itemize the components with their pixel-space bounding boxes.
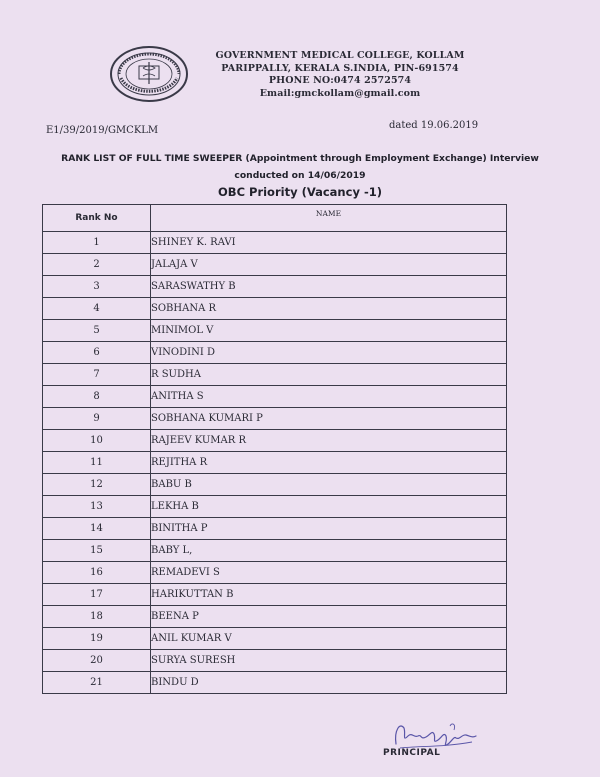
candidate-name-cell: BABY L, <box>151 540 507 562</box>
rank-number-cell: 4 <box>43 298 151 320</box>
category-subtitle: OBC Priority (Vacancy -1) <box>218 185 382 199</box>
institution-email: Email:gmckollam@gmail.com <box>259 87 421 99</box>
table-header-row <box>43 205 507 232</box>
table-row <box>43 276 507 298</box>
rank-number-cell: 11 <box>43 452 151 474</box>
table-row <box>43 628 507 650</box>
rank-number-cell: 18 <box>43 606 151 628</box>
candidate-name-cell: ANITHA S <box>151 386 507 408</box>
rank-number-cell: 13 <box>43 496 151 518</box>
candidate-name-cell: BINDU D <box>151 672 507 694</box>
rank-number-cell: 20 <box>43 650 151 672</box>
table-row <box>43 650 507 672</box>
rank-number-cell: 16 <box>43 562 151 584</box>
candidate-name-cell: BINITHA P <box>151 518 507 540</box>
rank-number-cell: 19 <box>43 628 151 650</box>
rank-list-table <box>42 204 507 694</box>
candidate-name-cell: R SUDHA <box>151 364 507 386</box>
table-row <box>43 606 507 628</box>
table-row <box>43 342 507 364</box>
institution-phone: PHONE NO:0474 2572574 <box>268 75 412 86</box>
candidate-name-cell: BEENA P <box>151 606 507 628</box>
table-row <box>43 364 507 386</box>
candidate-name-cell: ANIL KUMAR V <box>151 628 507 650</box>
table-row <box>43 298 507 320</box>
candidate-name-cell: MINIMOL V <box>151 320 507 342</box>
candidate-name-cell: REMADEVI S <box>151 562 507 584</box>
rank-number-cell: 17 <box>43 584 151 606</box>
table-row <box>43 672 507 694</box>
candidate-name-cell: SURYA SURESH <box>151 650 507 672</box>
institution-header <box>210 50 470 100</box>
rank-number-cell: 21 <box>43 672 151 694</box>
table-row <box>43 474 507 496</box>
principal-designation: PRINCIPAL <box>383 748 441 758</box>
institution-address: PARIPPALLY, KERALA S.INDIA, PIN-691574 <box>221 62 459 74</box>
table-row <box>43 430 507 452</box>
candidate-name-cell: JALAJA V <box>151 254 507 276</box>
rank-number-cell: 7 <box>43 364 151 386</box>
candidate-name-cell: LEKHA B <box>151 496 507 518</box>
table-row <box>43 452 507 474</box>
rank-number-cell: 8 <box>43 386 151 408</box>
rank-list-body <box>43 232 507 694</box>
candidate-name-cell: SHINEY K. RAVI <box>151 232 507 254</box>
rank-number-cell: 10 <box>43 430 151 452</box>
candidate-name-cell: REJITHA R <box>151 452 507 474</box>
table-row <box>43 254 507 276</box>
table-row <box>43 540 507 562</box>
rank-number-cell: 1 <box>43 232 151 254</box>
table-row <box>43 320 507 342</box>
name-column-header: NAME <box>151 205 507 232</box>
candidate-name-cell: HARIKUTTAN B <box>151 584 507 606</box>
candidate-name-cell: SOBHANA R <box>151 298 507 320</box>
rank-column-header: Rank No <box>43 205 151 232</box>
rank-number-cell: 15 <box>43 540 151 562</box>
rank-number-cell: 6 <box>43 342 151 364</box>
table-row <box>43 496 507 518</box>
table-row <box>43 518 507 540</box>
candidate-name-cell: SOBHANA KUMARI P <box>151 408 507 430</box>
rank-number-cell: 9 <box>43 408 151 430</box>
table-row <box>43 584 507 606</box>
rank-number-cell: 14 <box>43 518 151 540</box>
rank-number-cell: 2 <box>43 254 151 276</box>
rank-number-cell: 3 <box>43 276 151 298</box>
document-date: dated 19.06.2019 <box>389 120 479 131</box>
document-title: RANK LIST OF FULL TIME SWEEPER (Appointment through Employment Exchange) Interview <box>61 153 539 164</box>
table-row <box>43 386 507 408</box>
table-row <box>43 408 507 430</box>
table-row <box>43 232 507 254</box>
rank-number-cell: 12 <box>43 474 151 496</box>
candidate-name-cell: SARASWATHY B <box>151 276 507 298</box>
rank-number-cell: 5 <box>43 320 151 342</box>
table-row <box>43 562 507 584</box>
institution-name: GOVERNMENT MEDICAL COLLEGE, KOLLAM <box>215 50 465 61</box>
college-seal-logo <box>107 44 191 104</box>
candidate-name-cell: RAJEEV KUMAR R <box>151 430 507 452</box>
document-title-line2: conducted on 14/06/2019 <box>234 170 366 181</box>
candidate-name-cell: VINODINI D <box>151 342 507 364</box>
reference-number: E1/39/2019/GMCKLM <box>46 125 159 136</box>
candidate-name-cell: BABU B <box>151 474 507 496</box>
